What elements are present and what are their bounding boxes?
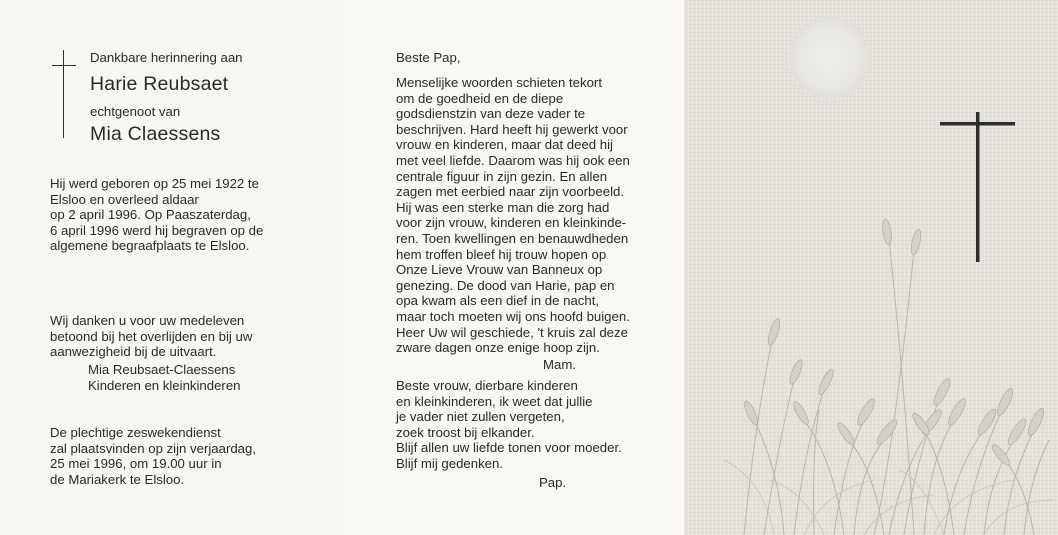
deceased-name: Harie Reubsaet	[90, 73, 229, 95]
artwork-panel	[684, 0, 1058, 535]
thanks-paragraph: Wij danken u voor uw medeleven betoond bij het overlijden en bij uw aanwezigheid bij de uitvaart.	[50, 313, 253, 360]
signed-family: Kinderen en kleinkinderen	[88, 378, 241, 393]
spouse-name: Mia Claessens	[90, 123, 221, 145]
signed-by: Mia Reubsaet-Claessens	[88, 362, 236, 377]
cross-icon	[52, 50, 76, 138]
middle-panel	[340, 0, 684, 535]
letter-body: Menselijke woorden schieten tekort om de goedheid en de diepe godsdienstzin van deze vader te beschrijven. Hard heeft hij gewerkt voor vrouw en kinderen, maar dat deed hij met veel liefde. Daarom was hij ook een centrale figuur in zijn gezin. En allen zagen met eerbied naar zijn voorbeeld. Hij was een sterke man die zorg had voor zijn vrouw, kinderen en kleinkinde- ren. Toen kwellingen en benauwdheden hem troffen bleef hij trouw hopen op Onze Lieve Vrouw van Banneux op genezing. De dood van Harie, pap en opa kwam als een dief in de nacht, maar toch moeten wij ons hoofd buigen. Heer Uw wil geschiede, 't kruis zal deze zware dagen onze enige hoop zijn.	[396, 75, 630, 356]
left-panel	[0, 0, 340, 535]
reply-verse: Beste vrouw, dierbare kinderen en kleinkinderen, ik weet dat jullie je vader niet zullen vergeten, zoek troost bij elkander. Blijf allen uw liefde tonen voor moeder. Blijf mij gedenken.	[396, 378, 622, 471]
letter-signature-mam: Mam.	[543, 357, 576, 372]
intro-text: Dankbare herinnering aan	[90, 50, 243, 65]
reply-signature-pap: Pap.	[539, 475, 567, 490]
wheat-field-artwork	[684, 0, 1058, 535]
service-paragraph: De plechtige zeswekendienst zal plaatsvinden op zijn verjaardag, 25 mei 1996, om 19.00 uur in de Mariakerk te Elsloo.	[50, 425, 256, 487]
moon-shape	[789, 18, 869, 98]
biography-paragraph: Hij werd geboren op 25 mei 1922 te Elsloo en overleed aldaar op 2 april 1996. Op Paaszaterdag, 6 april 1996 werd hij begraven op de algemene begraafplaats te Elsloo.	[50, 176, 264, 254]
spouse-label: echtgenoot van	[90, 104, 181, 119]
letter-greeting: Beste Pap,	[396, 50, 461, 65]
